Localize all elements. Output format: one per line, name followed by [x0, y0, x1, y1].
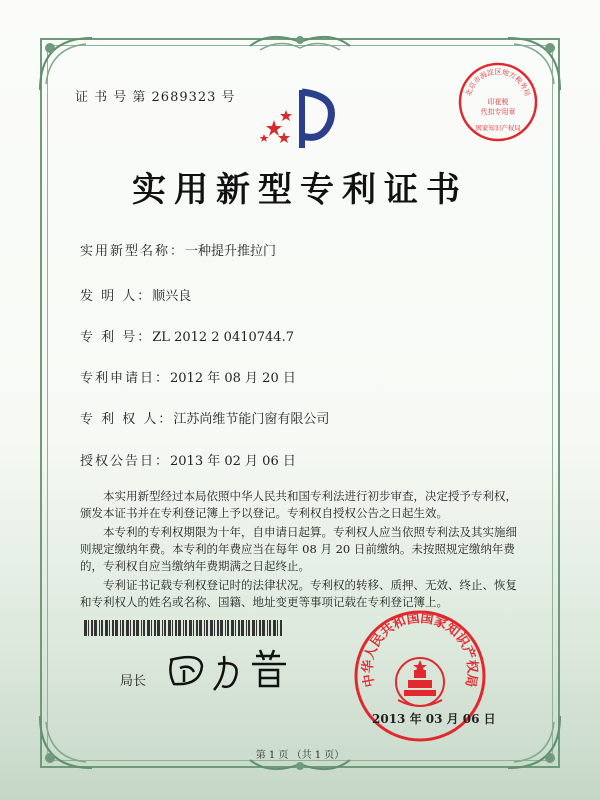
field-label: 实用新型名称：	[80, 244, 186, 259]
signature-label: 局长	[120, 674, 147, 689]
corner-ornament-top-left	[36, 34, 96, 94]
small-seal-bottom-text: 国家知识产权局	[475, 124, 521, 132]
field-value: 一种提升推拉门	[185, 244, 277, 259]
director-signature	[160, 646, 300, 696]
field-value: 2012 年 08 月 20 日	[170, 371, 296, 386]
field-value: 江苏尚维节能门窗有限公司	[173, 412, 330, 427]
tax-seal	[456, 60, 540, 144]
body-paragraph-3: 专利证书记载专利权登记时的法律状况。专利权的转移、质押、无效、终止、恢复和专利权人的姓名或名称、国籍、地址变更等事项记载在专利登记簿上。	[80, 578, 517, 609]
page-footer: 第 1 页 （共 1 页）	[255, 750, 345, 761]
field-value: ZL 2012 2 0410744.7	[152, 330, 294, 345]
field-value: 顺兴良	[152, 289, 192, 304]
field-value: 2013 年 02 月 06 日	[170, 454, 296, 469]
seal-date: 2013 年 03 月 06 日	[372, 712, 496, 726]
big-seal-arc-text: 中华人民共和国国家知识产权局	[360, 610, 480, 689]
small-seal-outer-text: 北京市海淀区地方税务局	[464, 68, 532, 98]
small-seal-center-line-2: 代扣专用章	[480, 108, 516, 116]
certificate-title: 实用新型专利证书	[132, 170, 468, 210]
field-label: 发 明 人：	[80, 289, 153, 304]
certificate-number: 证 书 号 第 2689323 号	[75, 90, 236, 105]
field-application-date	[80, 367, 296, 386]
field-inventor	[80, 285, 191, 304]
corner-ornament-bottom-left	[36, 712, 96, 772]
field-grant-date	[80, 450, 296, 469]
certificate-body	[80, 488, 520, 613]
field-label: 授权公告日：	[80, 454, 171, 469]
field-utility-model-name	[80, 240, 276, 259]
top-center-ornament	[240, 28, 360, 58]
field-patentee	[80, 408, 329, 427]
patent-office-logo-icon	[260, 86, 340, 156]
barcode	[84, 620, 284, 636]
body-paragraph-1: 本实用新型经过本局依照中华人民共和国专利法进行初步审查，决定授予专利权，颁发本证书并在专利登记簿上予以登记。专利权自授权公告之日起生效。	[80, 489, 517, 520]
body-paragraph-2: 本专利的专利权期限为十年，自申请日起算。专利权人应当依照专利法及其实施细则规定缴纳年费。本专利的年费应当在每年 08 月 20 日前缴纳。未按照规定缴纳年费的，专利权自应当缴纳年费期满之日起终止。	[80, 525, 517, 573]
small-seal-center-line-1: 印花税	[487, 98, 509, 106]
corner-ornament-bottom-right	[504, 712, 564, 772]
field-label: 专 利 权 人：	[80, 412, 174, 427]
field-label: 专利申请日：	[80, 371, 171, 386]
field-patent-number	[80, 326, 294, 345]
field-label: 专 利 号：	[80, 330, 153, 345]
